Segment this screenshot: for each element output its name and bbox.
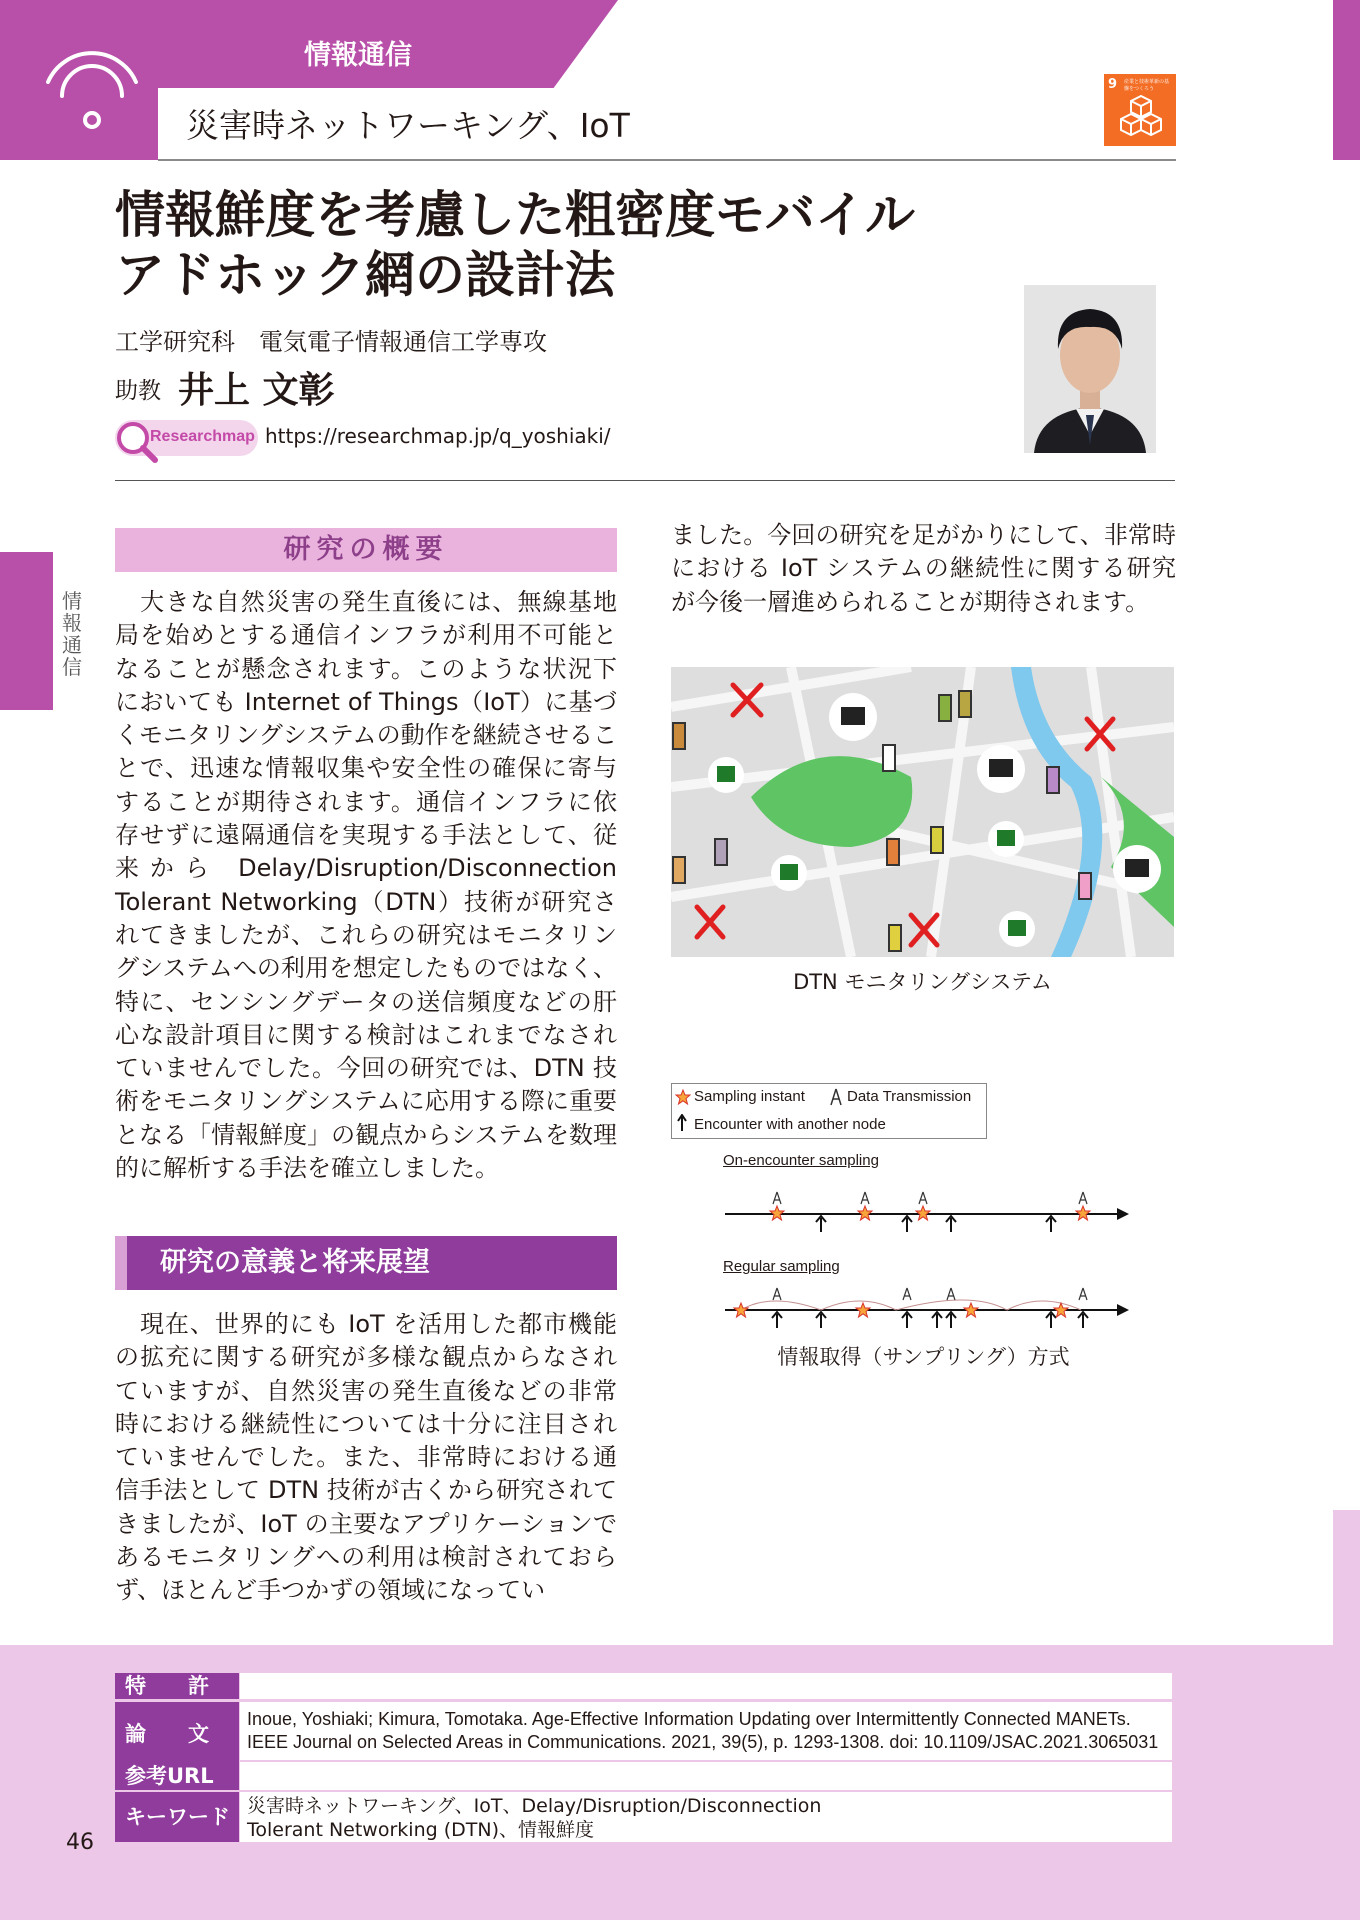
map-caption: DTN モニタリングシステム xyxy=(793,970,1052,994)
side-tab-label: 情報通信 xyxy=(62,589,82,679)
legend-transmission: Data Transmission xyxy=(847,1088,972,1105)
header-divider xyxy=(158,159,1176,161)
wifi-icon xyxy=(0,0,158,160)
sampling-figure xyxy=(671,1080,1176,1380)
keyword-line1: 災害時ネットワーキング、IoT、Delay/Disruption/Disconnection xyxy=(247,1795,822,1817)
significance-text: 現在、世界的にも IoT を活用した都市機能の拡充に関する研究が多様な観点からなされていますが、自然災害の発生直後などの非常時における継続性については十分に注目されていませんでした。また、非常時における通信手法として DTN 技術が古くから研究されてきましたが、IoT の主要なアプリケーションであるモニタリングへの利用は検討されておらず、ほとんど手つかずの領域になってい xyxy=(115,1310,617,1605)
side-tab xyxy=(0,552,53,710)
page-number: 46 xyxy=(66,1830,94,1855)
paper-value-line1: Inoue, Yoshiaki; Kimura, Tomotaka. Age-Effective Information Updating over Intermittently Connected MANETs. xyxy=(247,1709,1131,1729)
up-arrow-icon xyxy=(676,1114,688,1132)
patent-value xyxy=(240,1673,1172,1699)
overview-heading: 研究の概要 xyxy=(115,528,617,572)
continued-text: ました。今回の研究を足がかりにして、非常時における IoT システムの継続性に関する研究が今後一層進められることが期待されます。 xyxy=(671,521,1176,616)
transmission-icon xyxy=(829,1088,843,1106)
sdg-text: 産業と技術革新の基盤をつくろう xyxy=(1124,79,1170,92)
dtn-map-figure xyxy=(671,667,1174,957)
overview-text: 大きな自然災害の発生直後には、無線基地局を始めとする通信インフラが利用不可能となることが懸念されます。このような状況下においても Internet of Things（IoT）に基づくモニタリングシステムの動作を継続させることで、迅速な情報収集や安全性の確保に寄与することが期待されます。通信インフラに依存せずに遠隔通信を実現する手法として、従来から Delay/Disruption/Disconnection Tolerant Networking（DTN）技術が研究されてきましたが、これらの研究はモニタリングシステムへの利用を想定したものではなく、特に、センシングデータの送信頻度などの肝心な設計項目に関する検討はこれまでなされていませんでした。今回の研究では、DTN 技術をモニタリングシステムに応用する際に重要となる「情報鮮度」の観点からシステムを数理的に解析する手法を確立しました。 xyxy=(115,588,617,1183)
regular-timeline xyxy=(721,1280,1131,1340)
regular-label: Regular sampling xyxy=(723,1258,840,1275)
url-value[interactable] xyxy=(240,1762,1172,1790)
sampling-caption: 情報取得（サンプリング）方式 xyxy=(777,1345,1070,1369)
keyword-line2: Tolerant Networking (DTN)、情報鮮度 xyxy=(247,1819,594,1841)
heading-stripe xyxy=(115,1236,127,1290)
url-label: 参考URL xyxy=(115,1762,239,1790)
star-icon xyxy=(675,1089,691,1105)
right-edge-bar-bottom xyxy=(1333,1510,1360,1920)
title-line-2: アドホック網の設計法 xyxy=(115,246,615,304)
right-edge-bar xyxy=(1333,0,1360,160)
on-encounter-timeline xyxy=(721,1176,1131,1234)
article-title xyxy=(115,185,975,305)
sdg-number: 9 xyxy=(1108,77,1118,92)
subcategory-title: 災害時ネットワーキング、IoT xyxy=(186,106,630,145)
sdg-badge xyxy=(1104,74,1176,146)
paper-value-line2: IEEE Journal on Selected Areas in Communications. 2021, 39(5), p. 1293-1308. doi: 10.1109/JSAC.2021.3065031 xyxy=(247,1732,1159,1752)
significance-heading: 研究の意義と将来展望 xyxy=(160,1247,430,1278)
author-department: 工学研究科 電気電子情報通信工学専攻 xyxy=(115,328,547,356)
author-rank: 助教 xyxy=(115,378,161,404)
keyword-label: キーワード xyxy=(115,1792,239,1842)
category-label: 情報通信 xyxy=(304,40,412,71)
keyword-value xyxy=(240,1792,1172,1842)
on-encounter-label: On-encounter sampling xyxy=(723,1152,879,1169)
patent-label: 特 許 xyxy=(115,1673,239,1699)
paper-value xyxy=(240,1702,1172,1760)
title-divider xyxy=(115,480,1175,481)
legend-encounter: Encounter with another node xyxy=(694,1116,886,1133)
paper-label: 論 文 xyxy=(115,1702,239,1766)
title-line-1: 情報鮮度を考慮した粗密度モバイル xyxy=(115,186,915,244)
author-name: 井上 文彰 xyxy=(178,370,335,411)
researchmap-label: Researchmap xyxy=(150,428,255,445)
author-photo xyxy=(1024,285,1156,453)
cubes-icon xyxy=(1120,92,1162,142)
header-band xyxy=(0,0,158,160)
legend-sampling: Sampling instant xyxy=(694,1088,805,1105)
researchmap-url[interactable]: https://researchmap.jp/q_yoshiaki/ xyxy=(265,424,611,448)
